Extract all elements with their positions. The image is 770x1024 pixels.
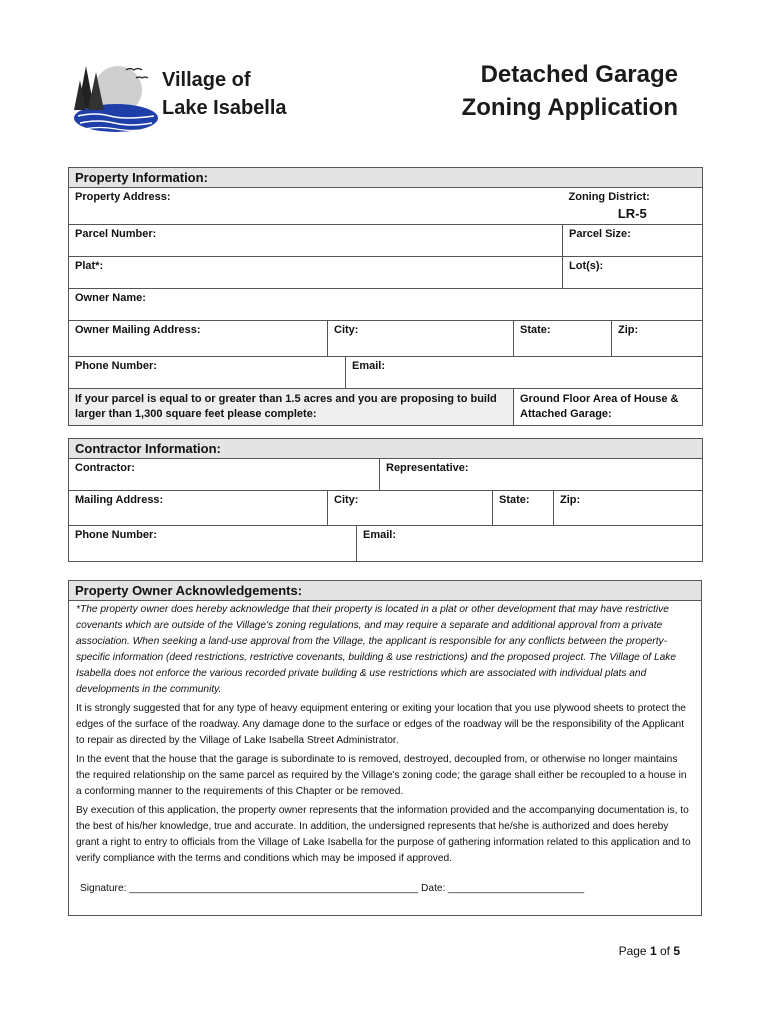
execution-paragraph: By execution of this application, the property owner represents that the information provided and the accompanying documentation is, to the best of his/her knowledge, true and accurate. In addition, the undersigned represents that he/she is authorized and does hereby grant a right to entry to officials from the Village of Lake Isabella for the purpose of gathering information related to this application and to verify compliance with the terms and conditions which may be imposed if approved.	[76, 805, 691, 864]
lots-label: Lot(s):	[569, 260, 604, 272]
contractor-email-label: Email:	[363, 529, 397, 541]
owner-email-field[interactable]	[346, 357, 703, 389]
property-information-heading: Property Information:	[69, 168, 703, 188]
village-name-line1: Village of	[162, 69, 251, 91]
ground-floor-area-field[interactable]	[514, 389, 703, 426]
representative-label: Representative:	[386, 462, 469, 474]
contractor-state-field[interactable]	[493, 491, 554, 526]
acknowledgements-body	[68, 600, 702, 916]
owner-zip-field[interactable]	[612, 321, 703, 357]
owner-state-field[interactable]	[514, 321, 612, 357]
representative-field[interactable]	[380, 459, 703, 491]
parcel-size-field[interactable]	[563, 225, 703, 257]
property-address-field[interactable]	[69, 188, 563, 225]
owner-name-field[interactable]	[69, 289, 703, 321]
contractor-information-table	[68, 438, 703, 562]
owner-name-label: Owner Name:	[75, 292, 146, 304]
page-total: 5	[673, 944, 680, 958]
owner-mailing-field[interactable]	[69, 321, 328, 357]
acknowledgements-header-table	[68, 580, 702, 601]
zoning-district-label: Zoning District:	[568, 191, 650, 203]
zoning-district-field	[563, 188, 703, 225]
property-information-table	[68, 167, 703, 426]
contractor-name-field[interactable]	[69, 459, 380, 491]
contractor-mailing-label: Mailing Address:	[75, 494, 164, 506]
garage-relationship-paragraph: In the event that the house that the garage is subordinate to is removed, destroyed, decoupled from, or otherwise no longer maintains the required relationship on the same parcel as required by the Village's zoning code; the garage shall either be recoupled to a house in a conforming manner to the requirements of this Chapter or be removed.	[76, 754, 687, 797]
owner-phone-field[interactable]	[69, 357, 346, 389]
contractor-city-label: City:	[334, 494, 359, 506]
large-parcel-note: If your parcel is equal to or greater than 1.5 acres and you are proposing to build larger than 1,300 square feet please complete:	[69, 389, 514, 426]
plat-label: Plat*:	[75, 260, 104, 272]
page-current: 1	[649, 944, 657, 958]
lots-field[interactable]	[563, 257, 703, 289]
owner-mailing-label: Owner Mailing Address:	[75, 324, 201, 336]
contractor-phone-field[interactable]	[69, 526, 357, 562]
owner-phone-label: Phone Number:	[75, 360, 157, 372]
zoning-district-value: LR-5	[617, 206, 647, 221]
contractor-zip-label: Zip:	[560, 494, 581, 506]
village-name	[162, 66, 287, 122]
acknowledgements-heading: Property Owner Acknowledgements:	[69, 581, 702, 601]
signature-date-line[interactable]: Signature: ___________________________________________________ Date: ________________________	[80, 883, 585, 894]
covenants-paragraph: *The property owner does hereby acknowledge that their property is located in a plat or other development that may have restrictive covenants which are outside of the Village's zoning regulations, and may require a separate and additional approval from a private association. When seeking a land-use approval from the Village, the applicant is responsible for any conflicts between the property-specific information (deed restrictions, restrictive covenants, building & use restrictions) and the proposed project. The Village of Lake Isabella does not enforce the various recorded private building & use restrictions which are associated with individual plats and developments in the community.	[76, 604, 677, 695]
parcel-number-label: Parcel Number:	[75, 228, 157, 240]
contractor-zip-field[interactable]	[554, 491, 703, 526]
parcel-number-field[interactable]	[69, 225, 563, 257]
contractor-city-field[interactable]	[328, 491, 493, 526]
owner-city-field[interactable]	[328, 321, 514, 357]
contractor-mailing-field[interactable]	[69, 491, 328, 526]
plat-field[interactable]	[69, 257, 563, 289]
owner-state-label: State:	[520, 324, 551, 336]
contractor-phone-label: Phone Number:	[75, 529, 157, 541]
page-prefix: Page	[618, 944, 650, 958]
contractor-information-heading: Contractor Information:	[69, 439, 703, 459]
heavy-equipment-paragraph: It is strongly suggested that for any type of heavy equipment entering or exiting your location that you use plywood sheets to protect the edges of the surface of the roadway. Any damage done to the surface or edges of the roadway will be the responsibility of the Applicant to repair as directed by the Village of Lake Isabella Street Administrator.	[76, 703, 686, 746]
owner-email-label: Email:	[352, 360, 386, 372]
village-logo	[70, 58, 160, 136]
ground-floor-area-label: Ground Floor Area of House & Attached Garage:	[520, 393, 679, 420]
document-title	[462, 58, 678, 124]
contractor-email-field[interactable]	[357, 526, 703, 562]
property-address-label: Property Address:	[75, 191, 171, 203]
owner-city-label: City:	[334, 324, 359, 336]
owner-zip-label: Zip:	[618, 324, 639, 336]
page-number	[619, 944, 680, 958]
contractor-name-label: Contractor:	[75, 462, 135, 474]
parcel-size-label: Parcel Size:	[569, 228, 631, 240]
document-title-line1: Detached Garage	[480, 61, 678, 88]
village-name-line2: Lake Isabella	[162, 97, 287, 119]
document-title-line2: Zoning Application	[461, 94, 678, 121]
page-of: of	[656, 944, 674, 958]
contractor-state-label: State:	[499, 494, 530, 506]
